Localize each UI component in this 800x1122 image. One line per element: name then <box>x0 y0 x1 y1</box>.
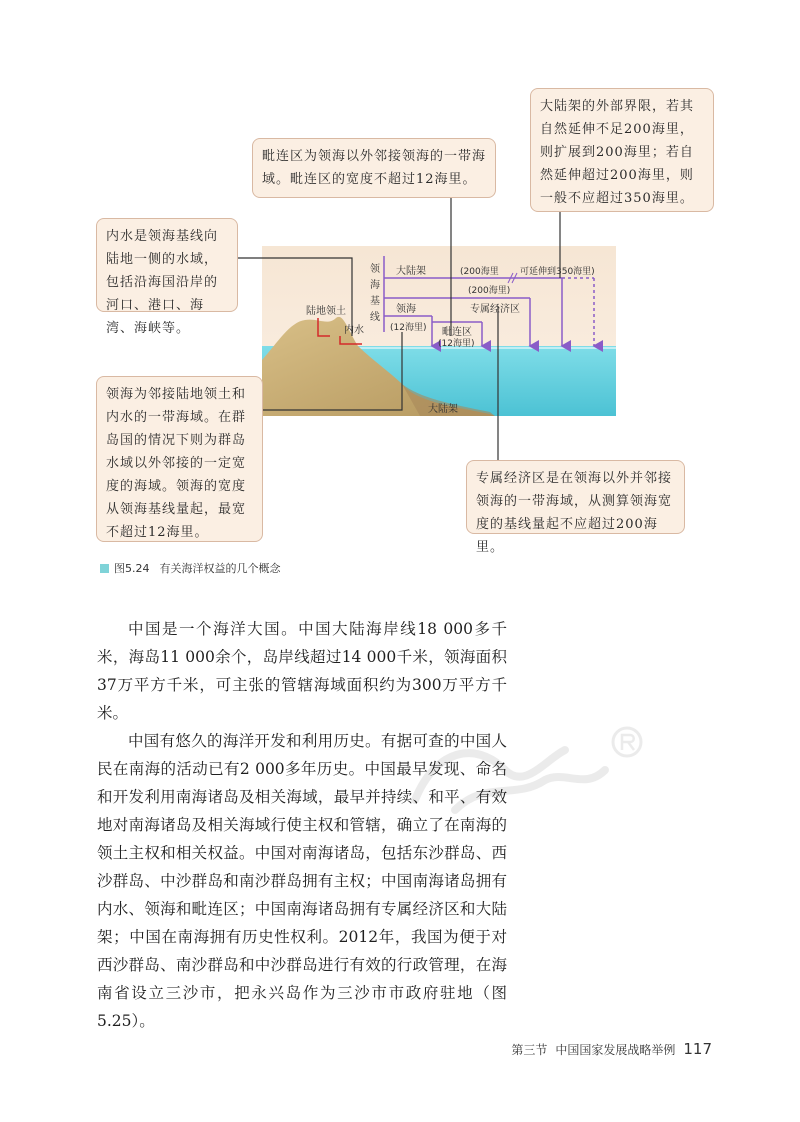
label-contiguous-12: (12海里) <box>438 339 475 349</box>
figure-caption <box>100 560 281 576</box>
paragraph-2: 中国有悠久的海洋开发和利用历史。有据可查的中国人民在南海的活动已有2 000多年历史。中国最早发现、命名和开发利用南海诸岛及相关海域，最早并持续、和平、有效地对南海诸岛及相关海域行使主权和管辖，确立了在南海的领土主权和相关权益。中国对南海诸岛，包括东沙群岛、西沙群岛、中沙群岛和南沙群岛拥有主权；中国南海诸岛拥有内水、领海和毗连区；中国南海诸岛拥有专属经济区和大陆架；中国在南海拥有历史性权利。2012年，我国为便于对西沙群岛、南沙群岛和中沙群岛进行有效的行政管理，在海南省设立三沙市，把永兴岛作为三沙市市政府驻地（图5.25）。 <box>97 732 507 1030</box>
label-eez: 专属经济区 <box>470 304 520 315</box>
label-territorial-12: (12海里) <box>390 323 427 333</box>
callout-internal-waters: 内水是领海基线向陆地一侧的水域，包括沿海国沿岸的河口、港口、海湾、海峡等。 <box>96 218 238 312</box>
body-text <box>97 615 507 1035</box>
label-shelf-200: (200海里 <box>460 267 499 277</box>
callout-continental-shelf: 大陆架的外部界限，若其自然延伸不足200海里，则扩展到200海里；若自然延伸超过200海里，则一般不应超过350海里。 <box>530 88 714 212</box>
callout-territorial-sea: 领海为邻接陆地领土和内水的一带海域。在群岛国的情况下则为群岛水域以外邻接的一定宽度的海域。领海的宽度从领海基线量起，最宽不超过12海里。 <box>96 376 263 542</box>
caption-marker <box>100 564 109 573</box>
label-shelf-seabed: 大陆架 <box>428 404 458 415</box>
footer-title: 中国国家发展战略举例 <box>555 1043 676 1057</box>
label-internal-water: 内水 <box>344 325 364 336</box>
page-footer <box>511 1040 712 1058</box>
label-land-territory: 陆地领土 <box>306 306 346 317</box>
callout-eez: 专属经济区是在领海以外并邻接领海的一带海域，从测算领海宽度的基线量起不应超过200海里。 <box>466 460 685 534</box>
label-continental-shelf: 大陆架 <box>396 266 426 277</box>
page-number: 117 <box>683 1040 712 1058</box>
label-eez-200: (200海里) <box>468 286 511 296</box>
figure-caption-text: 有关海洋权益的几个概念 <box>159 562 281 575</box>
callout-contiguous-zone: 毗连区为领海以外邻接领海的一带海域。毗连区的宽度不超过12海里。 <box>252 138 496 198</box>
figure-number: 图5.24 <box>114 562 150 575</box>
footer-section: 第三节 <box>511 1043 548 1057</box>
label-shelf-350: 可延伸到350海里) <box>520 267 595 277</box>
baseline-char-3: 基 <box>370 296 380 307</box>
label-contiguous: 毗连区 <box>442 327 472 338</box>
baseline-char-1: 领 <box>370 264 380 275</box>
baseline-char-2: 海 <box>370 280 380 291</box>
label-territorial-sea: 领海 <box>396 304 416 315</box>
paragraph-1: 中国是一个海洋大国。中国大陆海岸线18 000多千米，海岛11 000余个，岛岸线超过14 000千米，领海面积37万平方千米，可主张的管辖海域面积约为300万平方千米。 <box>97 620 507 722</box>
baseline-char-4: 线 <box>370 312 380 323</box>
